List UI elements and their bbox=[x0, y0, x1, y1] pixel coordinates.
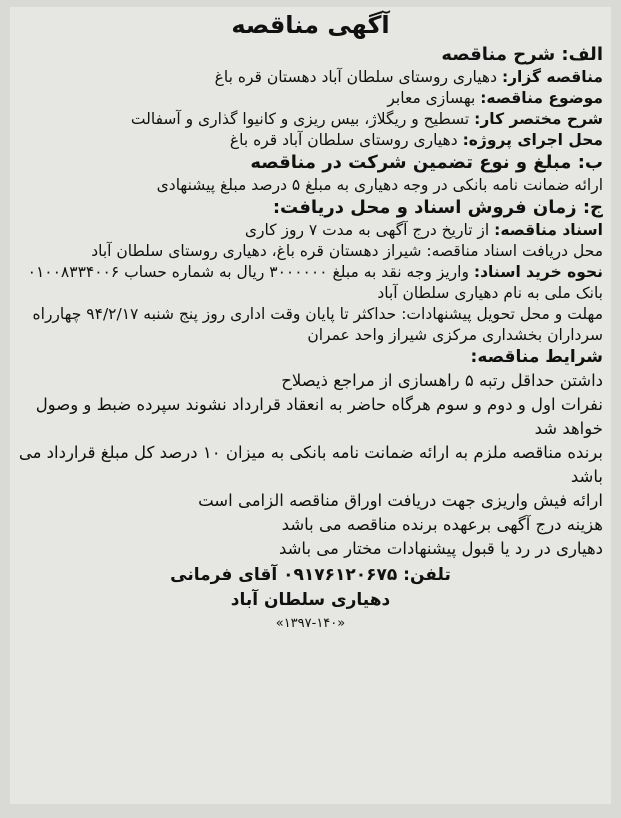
condition-item: داشتن حداقل رتبه ۵ راهسازی از مراجع ذیصلاح bbox=[281, 371, 603, 390]
subject-label: موضوع مناقصه: bbox=[480, 89, 603, 107]
docs-value: از تاریخ درج آگهی به مدت ۷ روز کاری bbox=[244, 221, 490, 239]
condition-item: نفرات اول و دوم و سوم هرگاه حاضر به انعقاد قرارداد نشوند سپرده ضبط و وصول خواهد شد bbox=[35, 395, 603, 438]
subject-line bbox=[18, 88, 603, 109]
footer-code: «۱۳۹۷-۱۴۰» bbox=[275, 616, 346, 631]
receive-place: محل دریافت اسناد مناقصه: شیراز دهستان قره باغ، دهیاری روستای سلطان آباد bbox=[91, 242, 603, 260]
work-desc-label: شرح مختصر کار: bbox=[474, 110, 603, 128]
section-d-heading: شرایط مناقصه: bbox=[470, 347, 603, 367]
condition-item: دهیاری در رد یا قبول پیشنهادات مختار می باشد bbox=[278, 539, 603, 558]
location-line bbox=[18, 130, 603, 151]
condition-item: ارائه فیش واریزی جهت دریافت اوراق مناقصه الزامی است bbox=[198, 491, 603, 510]
footer-phone: تلفن: ۰۹۱۷۶۱۲۰۶۷۵ آقای فرمانی bbox=[170, 565, 451, 585]
location-label: محل اجرای پروژه: bbox=[462, 131, 603, 149]
work-desc-line bbox=[18, 109, 603, 130]
purchase-label: نحوه خرید اسناد: bbox=[473, 263, 603, 281]
footer-org: دهیاری سلطان آباد bbox=[230, 590, 391, 610]
tender-giver-label: مناقصه گزار: bbox=[501, 68, 603, 86]
location-value: دهیاری روستای سلطان آباد قره باغ bbox=[229, 131, 458, 149]
docs-label: اسناد مناقصه: bbox=[494, 221, 603, 239]
purchase-value: واریز وجه نقد به مبلغ ۳۰۰۰۰۰۰ ریال به شماره حساب ۰۱۰۰۸۳۳۴۰۰۶ بانک ملی به نام دهیاری سلطان آباد bbox=[27, 263, 603, 302]
work-desc-value: تسطیح و ریگلاژ، بیس ریزی و کانیوا گذاری و آسفالت bbox=[130, 110, 470, 128]
tender-giver-value: دهیاری روستای سلطان آباد دهستان قره باغ bbox=[214, 68, 497, 86]
condition-item: هزینه درج آگهی برعهده برنده مناقصه می باشد bbox=[281, 515, 603, 534]
tender-giver-line bbox=[18, 67, 603, 88]
purchase-line bbox=[18, 262, 603, 304]
deadline-text: مهلت و محل تحویل پیشنهادات: حداکثر تا پایان وقت اداری روز پنج شنبه ۹۴/۲/۱۷ چهارراه سرداران بخشداری مرکزی شیراز واحد عمران bbox=[32, 305, 603, 344]
notice-title: آگهی مناقصه bbox=[231, 11, 390, 39]
section-c-heading: ج: زمان فروش اسناد و محل دریافت: bbox=[272, 197, 603, 218]
guarantee-text: ارائه ضمانت نامه بانکی در وجه دهیاری به مبلغ ۵ درصد مبلغ پیشنهادی bbox=[156, 176, 603, 194]
section-b-heading: ب: مبلغ و نوع تضمین شرکت در مناقصه bbox=[250, 152, 603, 173]
subject-value: بهسازی معابر bbox=[387, 89, 476, 107]
section-a-heading: الف: شرح مناقصه bbox=[441, 44, 603, 65]
tender-notice bbox=[10, 7, 611, 804]
condition-item: برنده مناقصه ملزم به ارائه ضمانت نامه بانکی به میزان ۱۰ درصد کل مبلغ قرارداد می باشد bbox=[18, 443, 603, 486]
docs-line bbox=[18, 220, 603, 241]
